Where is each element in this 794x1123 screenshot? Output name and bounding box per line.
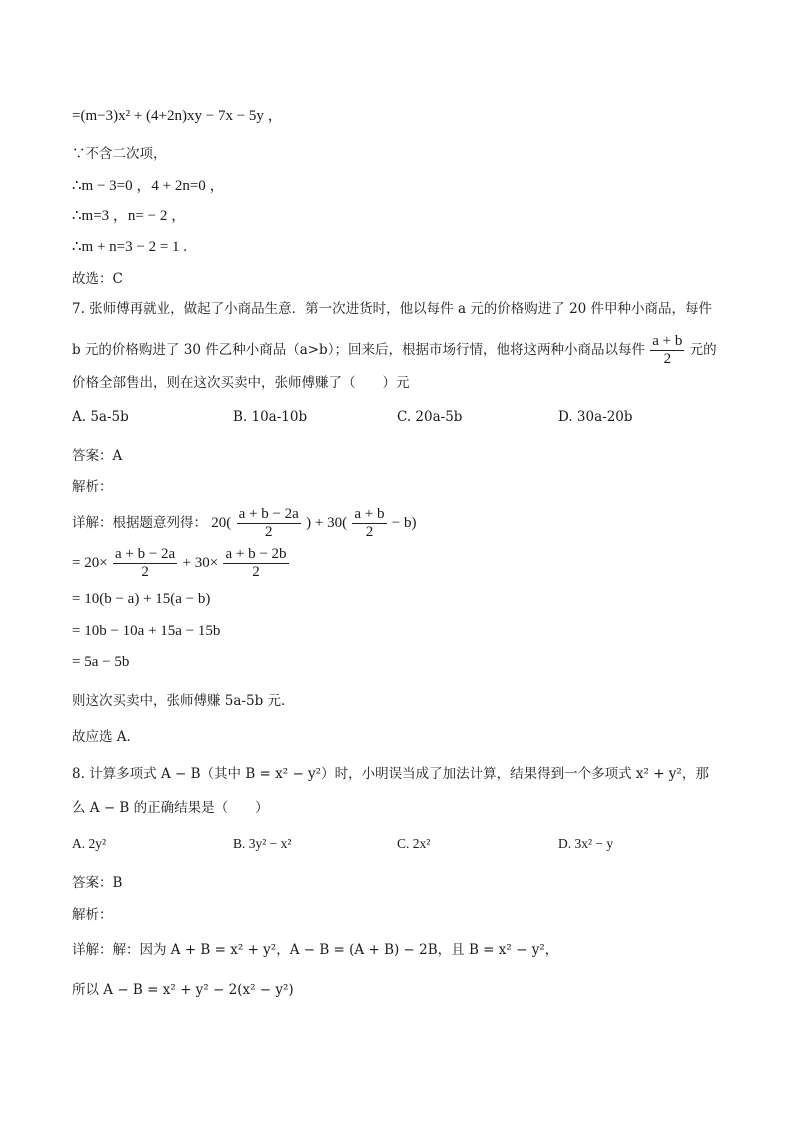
q8-option-a: A. 2y² <box>72 836 107 851</box>
expr-part: 20( <box>211 515 232 531</box>
fraction <box>113 546 177 581</box>
q7-choice: 故应选 A． <box>72 729 141 745</box>
reason-line: ∵不含二次项， <box>72 146 167 162</box>
detail-label: 详解：根据题意列得： <box>72 515 207 531</box>
eq-line-1: ∴m − 3=0 ，4 + 2n=0 ， <box>72 178 225 194</box>
fraction-numerator: a + b − 2a <box>114 546 176 562</box>
q7-option-a: A. 5a-5b <box>72 409 129 425</box>
q7-stem-line-1: 7. 张师傅再就业，做起了小商品生意．第一次进货时，他以每件 a 元的价格购进了 20 件甲种小商品，每件 <box>72 301 713 317</box>
q8-option-c: C. 2x² <box>397 836 431 851</box>
q7-stem-line-2 <box>72 331 734 369</box>
q8-answer: 答案：B <box>72 875 123 891</box>
q7-option-c: C. 20a-5b <box>397 409 463 425</box>
expr-part: − b) <box>391 515 417 531</box>
expr-part: + 30× <box>182 555 219 571</box>
eq-line-3: ∴m + n=3 − 2 = 1 . <box>72 239 188 255</box>
q8-stem-line-2: 么 A − B 的正确结果是（ ） <box>72 800 269 816</box>
q7-detail-line-5: = 5a − 5b <box>72 654 130 670</box>
fraction-denominator: 2 <box>141 564 149 580</box>
expr-part: = 20× <box>72 555 108 571</box>
q7-option-b: B. 10a-10b <box>233 409 308 425</box>
q7-stem-text: b 元的价格购进了 30 件乙种小商品（a>b）；回来后，根据市场行情，他将这两种小商品以每件 <box>72 342 645 358</box>
fraction <box>223 546 288 581</box>
eq-line-2: ∴m=3 ，n= − 2 ， <box>72 208 187 224</box>
fraction-numerator: a + b − 2a <box>238 506 299 522</box>
q7-answer: 答案：A <box>72 448 123 464</box>
fraction <box>237 506 301 541</box>
q8-option-b: B. 3y² − x² <box>233 836 292 851</box>
q8-analysis-label: 解析： <box>72 907 113 923</box>
expr-part: ) + 30( <box>306 515 348 531</box>
q7-analysis-label: 解析： <box>72 479 113 495</box>
q7-detail-line-1 <box>72 503 734 543</box>
expr-line-1: =(m−3)x² + (4+2n)xy − 7x − 5y ， <box>72 108 283 124</box>
q7-detail-line-2 <box>72 543 734 583</box>
q8-detail-line-2: 所以 A − B = x² + y² − 2(x² − y²) <box>72 982 294 998</box>
fraction-denominator: 2 <box>264 524 273 540</box>
fraction-denominator: 2 <box>252 564 260 580</box>
fraction-denominator: 2 <box>663 351 672 367</box>
q7-price-fraction <box>650 333 684 368</box>
q8-stem-line-1: 8. 计算多项式 A − B（其中 B = x² − y²）时，小明误当成了加法计算，结果得到一个多项式 x² + y²，那 <box>72 766 709 782</box>
q7-stem-tail: 元的 <box>689 342 717 358</box>
q7-detail-line-3: = 10(b − a) + 15(a − b) <box>72 591 211 607</box>
q8-option-d: D. 3x² − y <box>558 836 614 851</box>
fraction-numerator: a + b <box>652 333 683 349</box>
q8-detail-line-1: 详解：解：因为 A + B = x² + y²，A − B = (A + B) − 2B，且 B = x² − y²， <box>72 942 559 958</box>
q7-conclusion: 则这次买卖中，张师傅赚 5a-5b 元． <box>72 693 295 709</box>
q7-detail-line-4: = 10b − 10a + 15a − 15b <box>72 623 221 639</box>
fraction-denominator: 2 <box>365 524 374 540</box>
fraction-numerator: a + b − 2b <box>225 546 287 562</box>
fraction-numerator: a + b <box>354 506 385 522</box>
q7-stem-line-3: 价格全部售出，则在这次买卖中，张师傅赚了（ ）元 <box>72 375 410 391</box>
q6-choice: 故选：C <box>72 271 123 287</box>
fraction <box>352 506 386 541</box>
q7-option-d: D. 30a-20b <box>558 409 633 425</box>
